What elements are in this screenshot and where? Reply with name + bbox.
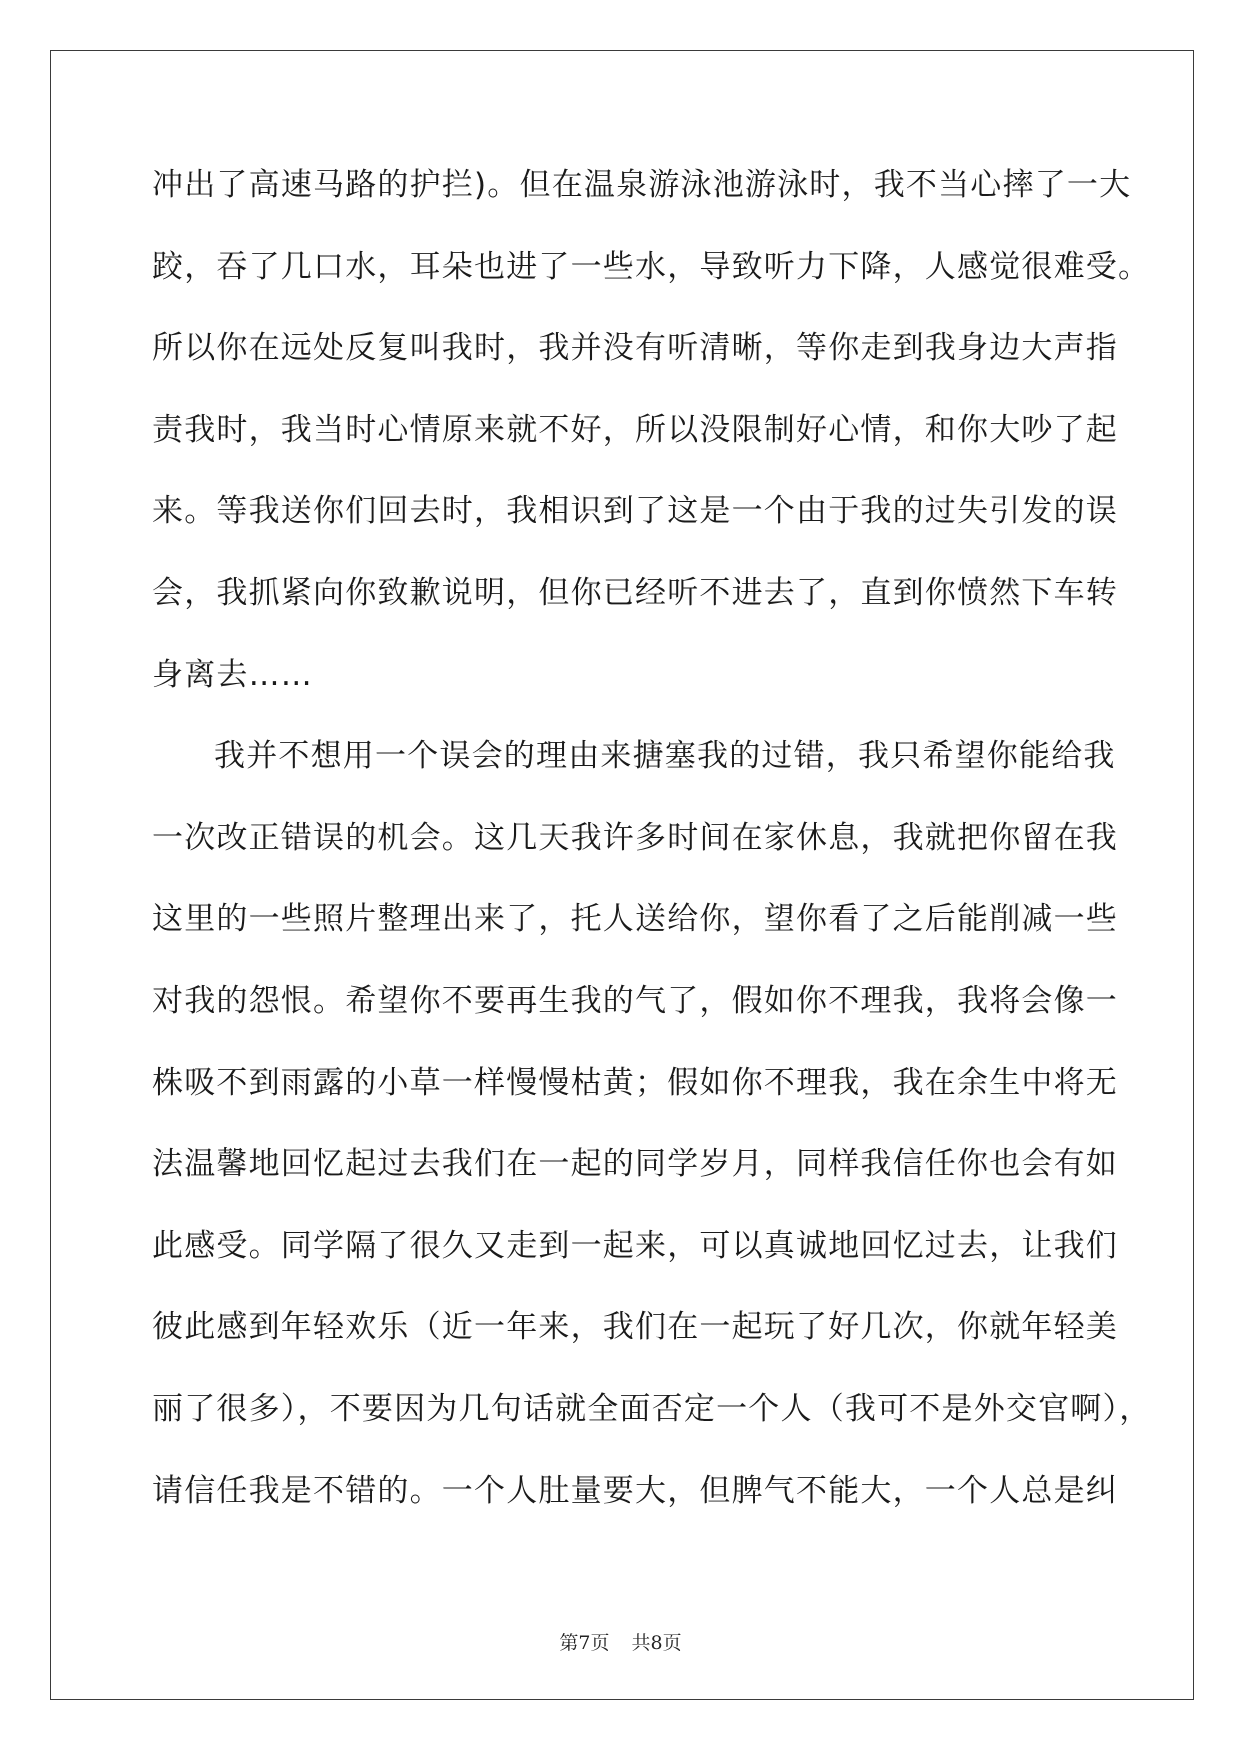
page-footer <box>0 1628 1241 1655</box>
text-line: 会，我抓紧向你致歉说明，但你已经听不进去了，直到你愤然下车转 <box>152 574 1118 611</box>
text-line: 法温馨地回忆起过去我们在一起的同学岁月，同样我信任你也会有如 <box>152 1146 1118 1183</box>
text-line: 来。等我送你们回去时，我相识到了这是一个由于我的过失引发的误 <box>152 493 1118 530</box>
text-line: 株吸不到雨露的小草一样慢慢枯黄；假如你不理我，我在余生中将无 <box>152 1064 1118 1101</box>
text-line: 所以你在远处反复叫我时，我并没有听清晰，等你走到我身边大声指 <box>152 330 1118 367</box>
text-line: 跤，吞了几口水，耳朵也进了一些水，导致听力下降，人感觉很难受。 <box>152 248 1151 285</box>
text-line: 请信任我是不错的。一个人肚量要大，但脾气不能大，一个人总是纠 <box>152 1472 1118 1509</box>
page-total: 共8页 <box>631 1632 682 1654</box>
text-line: 这里的一些照片整理出来了，托人送给你，望你看了之后能削减一些 <box>152 901 1118 938</box>
page-number: 第7页 <box>559 1632 610 1654</box>
text-line: 责我时，我当时心情原来就不好，所以没限制好心情，和你大吵了起 <box>152 411 1118 448</box>
paragraph-first-line: 我并不想用一个误会的理由来搪塞我的过错，我只希望你能给我 <box>214 738 1116 775</box>
document-body <box>152 160 1152 1547</box>
text-line: 对我的怨恨。希望你不要再生我的气了，假如你不理我，我将会像一 <box>152 982 1118 1019</box>
text-line: 丽了很多），不要因为几句话就全面否定一个人（我可不是外交官啊）， <box>152 1390 1152 1427</box>
text-line: 冲出了高速马路的护拦)。但在温泉游泳池游泳时，我不当心摔了一大 <box>152 167 1132 203</box>
text-line: 彼此感到年轻欢乐（近一年来，我们在一起玩了好几次，你就年轻美 <box>152 1309 1118 1346</box>
text-line: 身离去…… <box>152 656 313 693</box>
text-line: 一次改正错误的机会。这几天我许多时间在家休息，我就把你留在我 <box>152 819 1118 856</box>
text-line: 此感受。同学隔了很久又走到一起来，可以真诚地回忆过去，让我们 <box>152 1227 1118 1264</box>
